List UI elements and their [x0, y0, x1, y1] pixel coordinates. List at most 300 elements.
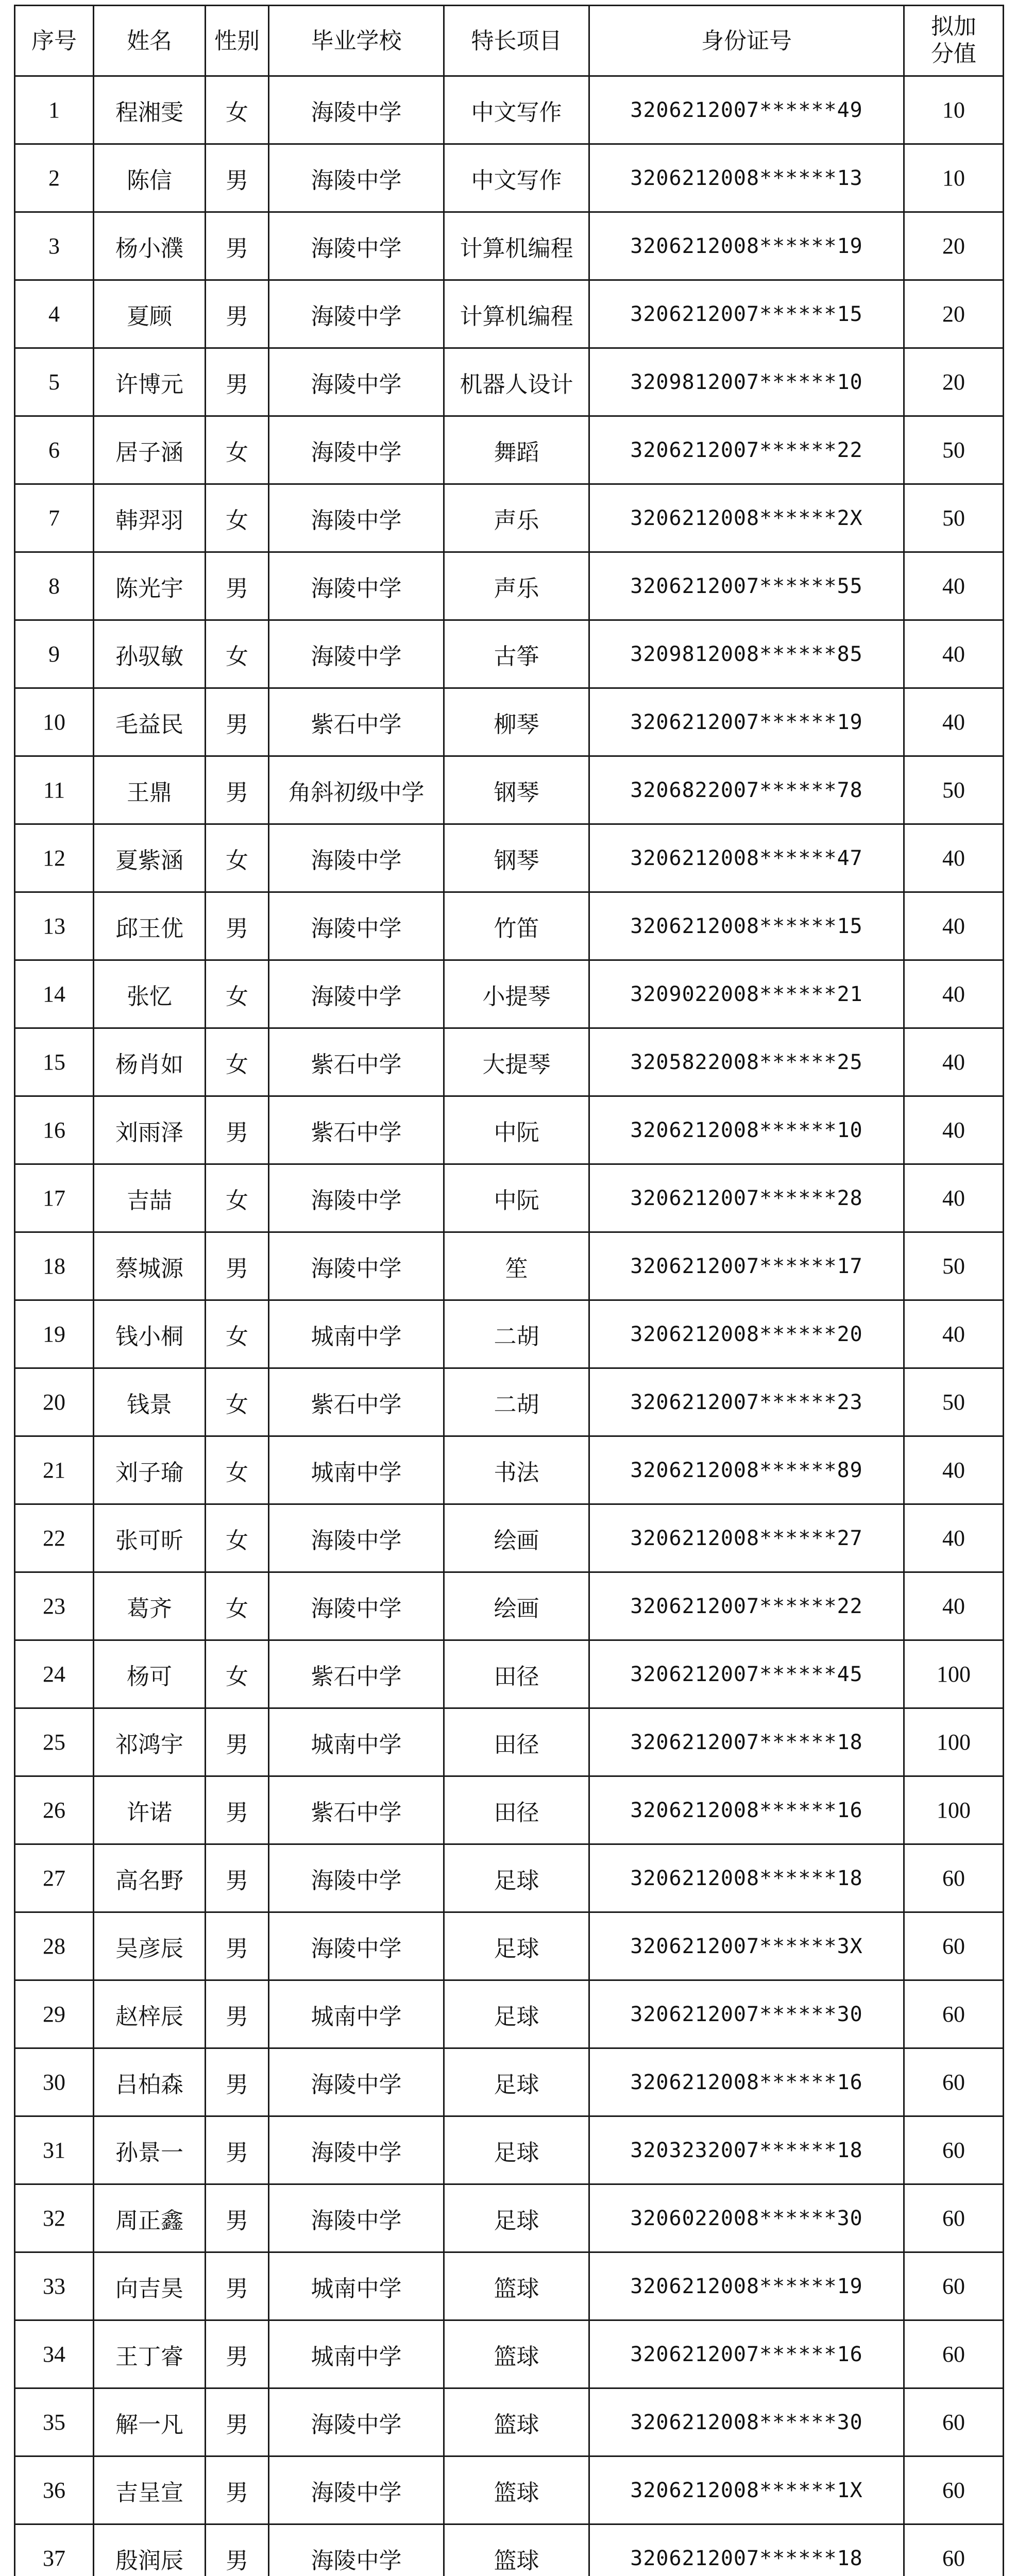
cell-id-number: 3206212008******10 [589, 1096, 904, 1164]
cell-name: 刘子瑜 [94, 1436, 206, 1504]
cell-name: 向吉昊 [94, 2252, 206, 2320]
cell-gender: 女 [206, 1028, 269, 1096]
cell-seq: 19 [15, 1300, 94, 1368]
cell-name: 高名野 [94, 1844, 206, 1912]
cell-id-number: 3206212007******19 [589, 688, 904, 756]
cell-seq: 27 [15, 1844, 94, 1912]
table-row [15, 1300, 1004, 1368]
cell-score: 50 [904, 1232, 1004, 1300]
cell-name: 吴彦辰 [94, 1912, 206, 1980]
table-row [15, 1436, 1004, 1504]
cell-specialty: 田径 [444, 1640, 589, 1708]
cell-specialty: 声乐 [444, 552, 589, 620]
table-row [15, 1776, 1004, 1844]
cell-name: 孙景一 [94, 2116, 206, 2184]
cell-gender: 男 [206, 212, 269, 280]
cell-name: 周正鑫 [94, 2184, 206, 2252]
table-row [15, 484, 1004, 552]
cell-gender: 女 [206, 1640, 269, 1708]
cell-specialty: 大提琴 [444, 1028, 589, 1096]
cell-score: 60 [904, 2116, 1004, 2184]
cell-specialty: 足球 [444, 2184, 589, 2252]
cell-seq: 3 [15, 212, 94, 280]
cell-score: 60 [904, 1980, 1004, 2048]
cell-school: 海陵中学 [269, 280, 444, 348]
cell-specialty: 计算机编程 [444, 280, 589, 348]
table-row [15, 1640, 1004, 1708]
cell-seq: 11 [15, 756, 94, 824]
cell-school: 城南中学 [269, 1300, 444, 1368]
cell-gender: 女 [206, 1572, 269, 1640]
cell-school: 海陵中学 [269, 212, 444, 280]
cell-name: 吕柏森 [94, 2048, 206, 2116]
cell-school: 城南中学 [269, 2320, 444, 2388]
cell-gender: 男 [206, 552, 269, 620]
cell-seq: 23 [15, 1572, 94, 1640]
cell-specialty: 古筝 [444, 620, 589, 688]
cell-seq: 17 [15, 1164, 94, 1232]
cell-seq: 4 [15, 280, 94, 348]
cell-score: 10 [904, 144, 1004, 212]
cell-school: 海陵中学 [269, 76, 444, 144]
cell-school: 海陵中学 [269, 960, 444, 1028]
cell-gender: 女 [206, 960, 269, 1028]
cell-id-number: 3206212007******18 [589, 2524, 904, 2576]
cell-seq: 12 [15, 824, 94, 892]
cell-name: 张忆 [94, 960, 206, 1028]
cell-specialty: 舞蹈 [444, 416, 589, 484]
cell-id-number: 3206212007******45 [589, 1640, 904, 1708]
cell-score: 40 [904, 1164, 1004, 1232]
cell-specialty: 绘画 [444, 1504, 589, 1572]
cell-score: 60 [904, 1844, 1004, 1912]
cell-score: 60 [904, 1912, 1004, 1980]
table-row [15, 1096, 1004, 1164]
cell-name: 葛齐 [94, 1572, 206, 1640]
table-row [15, 892, 1004, 960]
cell-school: 海陵中学 [269, 620, 444, 688]
cell-specialty: 田径 [444, 1776, 589, 1844]
cell-score: 60 [904, 2456, 1004, 2524]
cell-seq: 9 [15, 620, 94, 688]
cell-specialty: 篮球 [444, 2456, 589, 2524]
cell-gender: 男 [206, 1980, 269, 2048]
cell-id-number: 3206212008******20 [589, 1300, 904, 1368]
cell-seq: 36 [15, 2456, 94, 2524]
cell-score: 60 [904, 2252, 1004, 2320]
table-row [15, 212, 1004, 280]
cell-score: 50 [904, 416, 1004, 484]
cell-seq: 15 [15, 1028, 94, 1096]
cell-seq: 21 [15, 1436, 94, 1504]
cell-score: 60 [904, 2320, 1004, 2388]
cell-gender: 男 [206, 2456, 269, 2524]
cell-school: 海陵中学 [269, 1164, 444, 1232]
cell-score: 40 [904, 1300, 1004, 1368]
cell-id-number: 3206212007******15 [589, 280, 904, 348]
cell-name: 许博元 [94, 348, 206, 416]
cell-school: 海陵中学 [269, 892, 444, 960]
cell-id-number: 3206212008******89 [589, 1436, 904, 1504]
cell-gender: 男 [206, 2320, 269, 2388]
cell-id-number: 3206212008******18 [589, 1844, 904, 1912]
cell-gender: 男 [206, 688, 269, 756]
candidate-table [14, 5, 1004, 2576]
cell-id-number: 3206212008******15 [589, 892, 904, 960]
cell-gender: 男 [206, 280, 269, 348]
cell-seq: 2 [15, 144, 94, 212]
cell-specialty: 足球 [444, 2116, 589, 2184]
cell-id-number: 3206212008******47 [589, 824, 904, 892]
cell-score: 60 [904, 2388, 1004, 2456]
cell-name: 钱小桐 [94, 1300, 206, 1368]
cell-score: 60 [904, 2184, 1004, 2252]
cell-school: 海陵中学 [269, 144, 444, 212]
cell-specialty: 篮球 [444, 2320, 589, 2388]
cell-name: 韩羿羽 [94, 484, 206, 552]
cell-id-number: 3206212008******27 [589, 1504, 904, 1572]
cell-score: 60 [904, 2048, 1004, 2116]
cell-id-number: 3206212007******23 [589, 1368, 904, 1436]
cell-score: 60 [904, 2524, 1004, 2576]
cell-name: 杨可 [94, 1640, 206, 1708]
cell-score: 40 [904, 688, 1004, 756]
header-score [904, 6, 1004, 76]
cell-school: 紫石中学 [269, 1640, 444, 1708]
cell-gender: 男 [206, 1776, 269, 1844]
cell-id-number: 3203232007******18 [589, 2116, 904, 2184]
cell-name: 赵梓辰 [94, 1980, 206, 2048]
cell-gender: 男 [206, 2524, 269, 2576]
cell-specialty: 机器人设计 [444, 348, 589, 416]
cell-seq: 33 [15, 2252, 94, 2320]
cell-id-number: 3206212008******30 [589, 2388, 904, 2456]
table-row [15, 824, 1004, 892]
cell-specialty: 声乐 [444, 484, 589, 552]
cell-name: 吉喆 [94, 1164, 206, 1232]
cell-score: 50 [904, 484, 1004, 552]
cell-specialty: 柳琴 [444, 688, 589, 756]
cell-score: 40 [904, 552, 1004, 620]
cell-id-number: 3209022008******21 [589, 960, 904, 1028]
cell-specialty: 中文写作 [444, 76, 589, 144]
cell-specialty: 笙 [444, 1232, 589, 1300]
table-row [15, 144, 1004, 212]
cell-school: 海陵中学 [269, 1572, 444, 1640]
cell-gender: 男 [206, 1844, 269, 1912]
cell-specialty: 足球 [444, 1912, 589, 1980]
cell-score: 40 [904, 892, 1004, 960]
table-row [15, 2116, 1004, 2184]
cell-specialty: 钢琴 [444, 756, 589, 824]
cell-seq: 14 [15, 960, 94, 1028]
cell-name: 杨小濮 [94, 212, 206, 280]
cell-name: 王丁睿 [94, 2320, 206, 2388]
table-row [15, 2252, 1004, 2320]
cell-name: 蔡城源 [94, 1232, 206, 1300]
cell-name: 刘雨泽 [94, 1096, 206, 1164]
cell-id-number: 3206212007******22 [589, 416, 904, 484]
cell-name: 张可昕 [94, 1504, 206, 1572]
cell-specialty: 足球 [444, 2048, 589, 2116]
cell-score: 100 [904, 1776, 1004, 1844]
cell-gender: 女 [206, 1504, 269, 1572]
cell-gender: 男 [206, 2388, 269, 2456]
cell-school: 海陵中学 [269, 1232, 444, 1300]
cell-score: 20 [904, 348, 1004, 416]
cell-seq: 10 [15, 688, 94, 756]
cell-score: 10 [904, 76, 1004, 144]
table-row [15, 1232, 1004, 1300]
cell-gender: 女 [206, 416, 269, 484]
cell-name: 毛益民 [94, 688, 206, 756]
cell-seq: 30 [15, 2048, 94, 2116]
cell-gender: 女 [206, 484, 269, 552]
cell-name: 夏紫涵 [94, 824, 206, 892]
cell-seq: 35 [15, 2388, 94, 2456]
cell-school: 海陵中学 [269, 2048, 444, 2116]
cell-school: 紫石中学 [269, 1368, 444, 1436]
cell-gender: 男 [206, 1096, 269, 1164]
cell-school: 紫石中学 [269, 1096, 444, 1164]
cell-id-number: 3206212007******55 [589, 552, 904, 620]
cell-seq: 7 [15, 484, 94, 552]
table-body [15, 76, 1004, 2576]
cell-name: 王鼎 [94, 756, 206, 824]
cell-id-number: 3206212008******19 [589, 2252, 904, 2320]
cell-name: 陈光宇 [94, 552, 206, 620]
cell-school: 海陵中学 [269, 1844, 444, 1912]
cell-school: 海陵中学 [269, 2524, 444, 2576]
table-row [15, 348, 1004, 416]
cell-school: 海陵中学 [269, 552, 444, 620]
table-row [15, 416, 1004, 484]
table-row [15, 1708, 1004, 1776]
cell-name: 夏顾 [94, 280, 206, 348]
table-row [15, 2048, 1004, 2116]
cell-score: 50 [904, 756, 1004, 824]
header-gender: 性别 [206, 6, 269, 76]
cell-score: 20 [904, 212, 1004, 280]
cell-score: 20 [904, 280, 1004, 348]
cell-gender: 男 [206, 144, 269, 212]
cell-specialty: 书法 [444, 1436, 589, 1504]
cell-id-number: 3206212008******2X [589, 484, 904, 552]
cell-id-number: 3206822007******78 [589, 756, 904, 824]
table-row [15, 960, 1004, 1028]
cell-seq: 1 [15, 76, 94, 144]
cell-name: 孙驭敏 [94, 620, 206, 688]
table-row [15, 2320, 1004, 2388]
cell-specialty: 篮球 [444, 2388, 589, 2456]
cell-score: 40 [904, 1504, 1004, 1572]
cell-id-number: 3206212007******30 [589, 1980, 904, 2048]
cell-seq: 18 [15, 1232, 94, 1300]
cell-seq: 13 [15, 892, 94, 960]
cell-gender: 男 [206, 1708, 269, 1776]
cell-id-number: 3206212008******16 [589, 2048, 904, 2116]
header-specialty: 特长项目 [444, 6, 589, 76]
table-row [15, 1912, 1004, 1980]
cell-school: 海陵中学 [269, 416, 444, 484]
cell-school: 海陵中学 [269, 348, 444, 416]
cell-gender: 男 [206, 1232, 269, 1300]
cell-id-number: 3206212008******1X [589, 2456, 904, 2524]
table-row [15, 2388, 1004, 2456]
table-row [15, 280, 1004, 348]
cell-specialty: 钢琴 [444, 824, 589, 892]
cell-school: 海陵中学 [269, 2116, 444, 2184]
cell-id-number: 3206212007******17 [589, 1232, 904, 1300]
cell-specialty: 篮球 [444, 2524, 589, 2576]
cell-seq: 22 [15, 1504, 94, 1572]
cell-score: 40 [904, 1028, 1004, 1096]
cell-id-number: 3209812007******10 [589, 348, 904, 416]
cell-specialty: 篮球 [444, 2252, 589, 2320]
cell-school: 城南中学 [269, 1980, 444, 2048]
cell-specialty: 田径 [444, 1708, 589, 1776]
cell-gender: 女 [206, 76, 269, 144]
cell-specialty: 竹笛 [444, 892, 589, 960]
cell-seq: 34 [15, 2320, 94, 2388]
table-row [15, 2524, 1004, 2576]
table-row [15, 1028, 1004, 1096]
cell-school: 海陵中学 [269, 2184, 444, 2252]
cell-seq: 26 [15, 1776, 94, 1844]
header-school: 毕业学校 [269, 6, 444, 76]
table-row [15, 1844, 1004, 1912]
table-row [15, 552, 1004, 620]
cell-id-number: 3205822008******25 [589, 1028, 904, 1096]
cell-specialty: 二胡 [444, 1300, 589, 1368]
cell-score: 40 [904, 1436, 1004, 1504]
cell-seq: 5 [15, 348, 94, 416]
cell-gender: 女 [206, 620, 269, 688]
cell-name: 钱景 [94, 1368, 206, 1436]
cell-score: 100 [904, 1708, 1004, 1776]
cell-score: 50 [904, 1368, 1004, 1436]
table-row [15, 76, 1004, 144]
cell-specialty: 中文写作 [444, 144, 589, 212]
cell-gender: 男 [206, 2252, 269, 2320]
cell-specialty: 小提琴 [444, 960, 589, 1028]
cell-name: 吉呈宣 [94, 2456, 206, 2524]
cell-school: 海陵中学 [269, 2456, 444, 2524]
cell-score: 40 [904, 1572, 1004, 1640]
cell-seq: 37 [15, 2524, 94, 2576]
cell-specialty: 中阮 [444, 1164, 589, 1232]
table-row [15, 2184, 1004, 2252]
cell-id-number: 3206212007******18 [589, 1708, 904, 1776]
cell-id-number: 3206212007******3X [589, 1912, 904, 1980]
cell-gender: 女 [206, 1164, 269, 1232]
cell-specialty: 绘画 [444, 1572, 589, 1640]
cell-school: 紫石中学 [269, 1776, 444, 1844]
cell-score: 40 [904, 824, 1004, 892]
cell-gender: 男 [206, 756, 269, 824]
cell-school: 角斜初级中学 [269, 756, 444, 824]
cell-seq: 29 [15, 1980, 94, 2048]
header-row [15, 6, 1004, 76]
cell-school: 城南中学 [269, 2252, 444, 2320]
table-row [15, 1164, 1004, 1232]
cell-school: 海陵中学 [269, 484, 444, 552]
cell-school: 海陵中学 [269, 1912, 444, 1980]
table-row [15, 688, 1004, 756]
cell-score: 40 [904, 960, 1004, 1028]
cell-gender: 男 [206, 348, 269, 416]
cell-id-number: 3206212007******49 [589, 76, 904, 144]
cell-name: 陈信 [94, 144, 206, 212]
cell-gender: 女 [206, 824, 269, 892]
cell-seq: 24 [15, 1640, 94, 1708]
cell-school: 紫石中学 [269, 688, 444, 756]
cell-gender: 男 [206, 2048, 269, 2116]
cell-seq: 20 [15, 1368, 94, 1436]
cell-name: 程湘雯 [94, 76, 206, 144]
cell-id-number: 3206212007******22 [589, 1572, 904, 1640]
header-name: 姓名 [94, 6, 206, 76]
header-seq: 序号 [15, 6, 94, 76]
cell-name: 许诺 [94, 1776, 206, 1844]
cell-name: 殷润辰 [94, 2524, 206, 2576]
cell-gender: 女 [206, 1368, 269, 1436]
table-row [15, 1368, 1004, 1436]
cell-seq: 6 [15, 416, 94, 484]
cell-seq: 32 [15, 2184, 94, 2252]
cell-gender: 男 [206, 2116, 269, 2184]
cell-specialty: 二胡 [444, 1368, 589, 1436]
cell-specialty: 中阮 [444, 1096, 589, 1164]
cell-name: 祁鸿宇 [94, 1708, 206, 1776]
cell-school: 城南中学 [269, 1708, 444, 1776]
cell-id-number: 3206212007******16 [589, 2320, 904, 2388]
cell-gender: 女 [206, 1300, 269, 1368]
cell-specialty: 足球 [444, 1980, 589, 2048]
cell-seq: 31 [15, 2116, 94, 2184]
header-score-label: 拟加分值 [931, 13, 976, 67]
cell-score: 40 [904, 1096, 1004, 1164]
cell-id-number: 3206212007******28 [589, 1164, 904, 1232]
cell-score: 100 [904, 1640, 1004, 1708]
cell-name: 邱王优 [94, 892, 206, 960]
cell-school: 城南中学 [269, 1436, 444, 1504]
header-id: 身份证号 [589, 6, 904, 76]
cell-gender: 男 [206, 892, 269, 960]
cell-school: 海陵中学 [269, 824, 444, 892]
table-row [15, 1504, 1004, 1572]
cell-id-number: 3206212008******13 [589, 144, 904, 212]
table-row [15, 756, 1004, 824]
cell-seq: 25 [15, 1708, 94, 1776]
cell-name: 解一凡 [94, 2388, 206, 2456]
cell-id-number: 3206212008******16 [589, 1776, 904, 1844]
cell-name: 杨肖如 [94, 1028, 206, 1096]
cell-school: 海陵中学 [269, 2388, 444, 2456]
cell-id-number: 3209812008******85 [589, 620, 904, 688]
cell-school: 紫石中学 [269, 1028, 444, 1096]
table-row [15, 1572, 1004, 1640]
cell-specialty: 计算机编程 [444, 212, 589, 280]
cell-name: 居子涵 [94, 416, 206, 484]
cell-id-number: 3206022008******30 [589, 2184, 904, 2252]
table-row [15, 2456, 1004, 2524]
cell-seq: 28 [15, 1912, 94, 1980]
cell-id-number: 3206212008******19 [589, 212, 904, 280]
cell-gender: 女 [206, 1436, 269, 1504]
table-row [15, 1980, 1004, 2048]
table-row [15, 620, 1004, 688]
